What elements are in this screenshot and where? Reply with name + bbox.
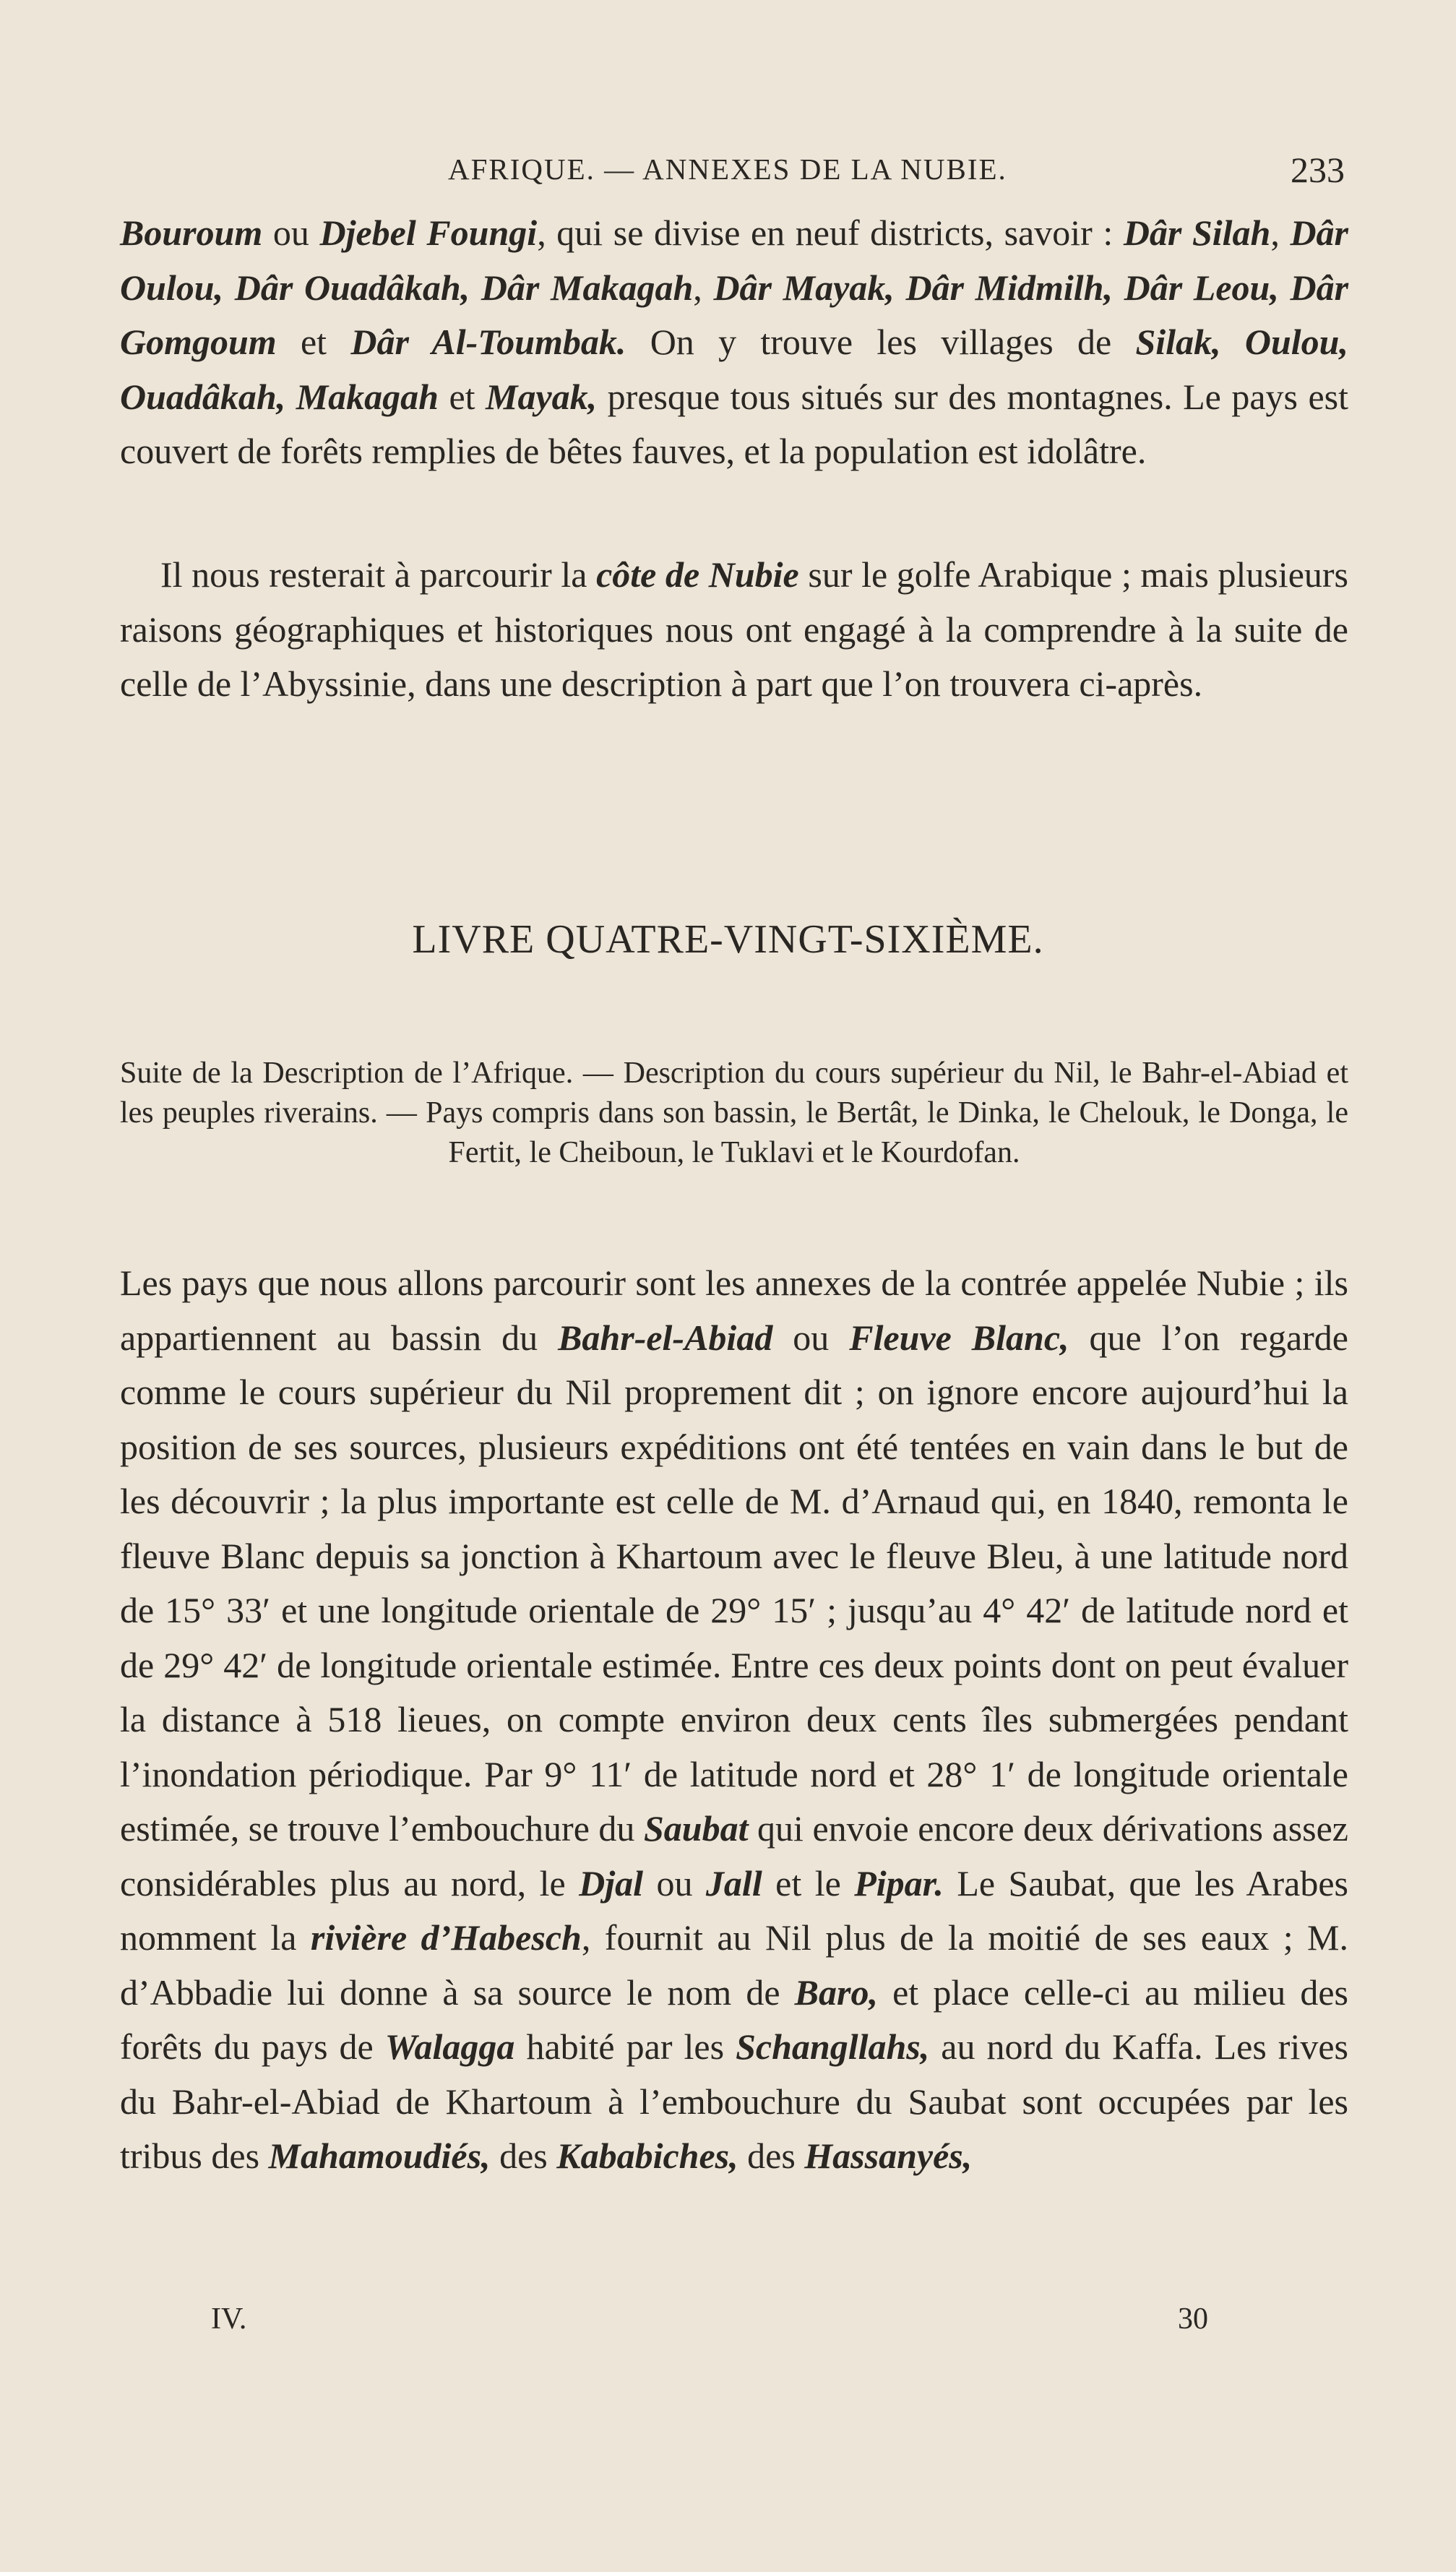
chapter-title: LIVRE QUATRE-VINGT-SIXIÈME. (412, 917, 1044, 962)
paragraph-2 (120, 548, 1348, 712)
running-head-title: AFRIQUE. — ANNEXES DE LA NUBIE. (448, 152, 1007, 186)
paragraph-1 (120, 206, 1348, 479)
signature-mark: IV. (211, 2302, 247, 2336)
paragraph-1-text: Bouroum ou Djebel Foungi, qui se divise en neuf districts, savoir : Dâr Silah, Dâr Oulou, Dâr Ouadâkah, Dâr Makagah, Dâr Mayak, Dâr Midmilh, Dâr Leou, Dâr Gomgoum et Dâr Al-Toumbak. On y trouve les villages de Silak, Oulou, Ouadâkah, Makagah et Mayak, presque tous situés sur des montagnes. Le pays est couvert de forêts remplies de bêtes fauves, et la population est idolâtre. (120, 212, 1349, 471)
signature-number: 30 (1178, 2302, 1208, 2336)
running-head (0, 152, 1456, 195)
paragraph-2-text: Il nous resterait à parcourir la côte de Nubie sur le golfe Arabique ; mais plusieurs raisons géographiques et historiques nous ont engagé à la comprendre à la suite de celle de l’Abyssinie, dans une description à part que l’on trouvera ci-après. (120, 554, 1349, 704)
page-number: 233 (1291, 150, 1345, 190)
paragraph-3 (120, 1256, 1348, 2184)
paragraph-3-text: Les pays que nous allons parcourir sont les annexes de la contrée appelée Nubie ; ils appartiennent au bassin du Bahr-el-Abiad ou Fleuve Blanc, que l’on regarde comme le cours supérieur du Nil proprement dit ; on ignore encore aujourd’hui la position de ses sources, plusieurs expéditions ont été tentées en vain dans le but de les découvrir ; la plus importante est celle de M. d’Arnaud qui, en 1840, remonta le fleuve Blanc depuis sa jonction à Khartoum avec le fleuve Bleu, à une latitude nord de 15° 33′ et une longitude orientale de 29° 15′ ; jusqu’au 4° 42′ de latitude nord et de 29° 42′ de longitude orientale estimée. Entre ces deux points dont on peut évaluer la distance à 518 lieues, on compte environ deux cents îles submergées pendant l’inondation périodique. Par 9° 11′ de latitude nord et 28° 1′ de longitude orientale estimée, se trouve l’embouchure du Saubat qui envoie encore deux dérivations assez considérables plus au nord, le Djal ou Jall et le Pipar. Le Saubat, que les Arabes nomment la rivière d’Habesch, fournit au Nil plus de la moitié de ses eaux ; M. d’Abbadie lui donne à sa source le nom de Baro, et place celle-ci au milieu des forêts du pays de Walagga habité par les Schangllahs, au nord du Kaffa. Les rives du Bahr-el-Abiad de Khartoum à l’embouchure du Saubat sont occupées par les tribus des Mahamoudiés, des Kababiches, des Hassanyés, (120, 1263, 1349, 2176)
chapter-summary: Suite de la Description de l’Afrique. — Description du cours supérieur du Nil, le Bahr-el-Abiad et les peuples riverains. — Pays compris dans son bassin, le Bertât, le Dinka, le Chelouk, le Donga, le Fertit, le Cheiboun, le Tuklavi et le Kourdofan. (120, 1057, 1348, 1169)
